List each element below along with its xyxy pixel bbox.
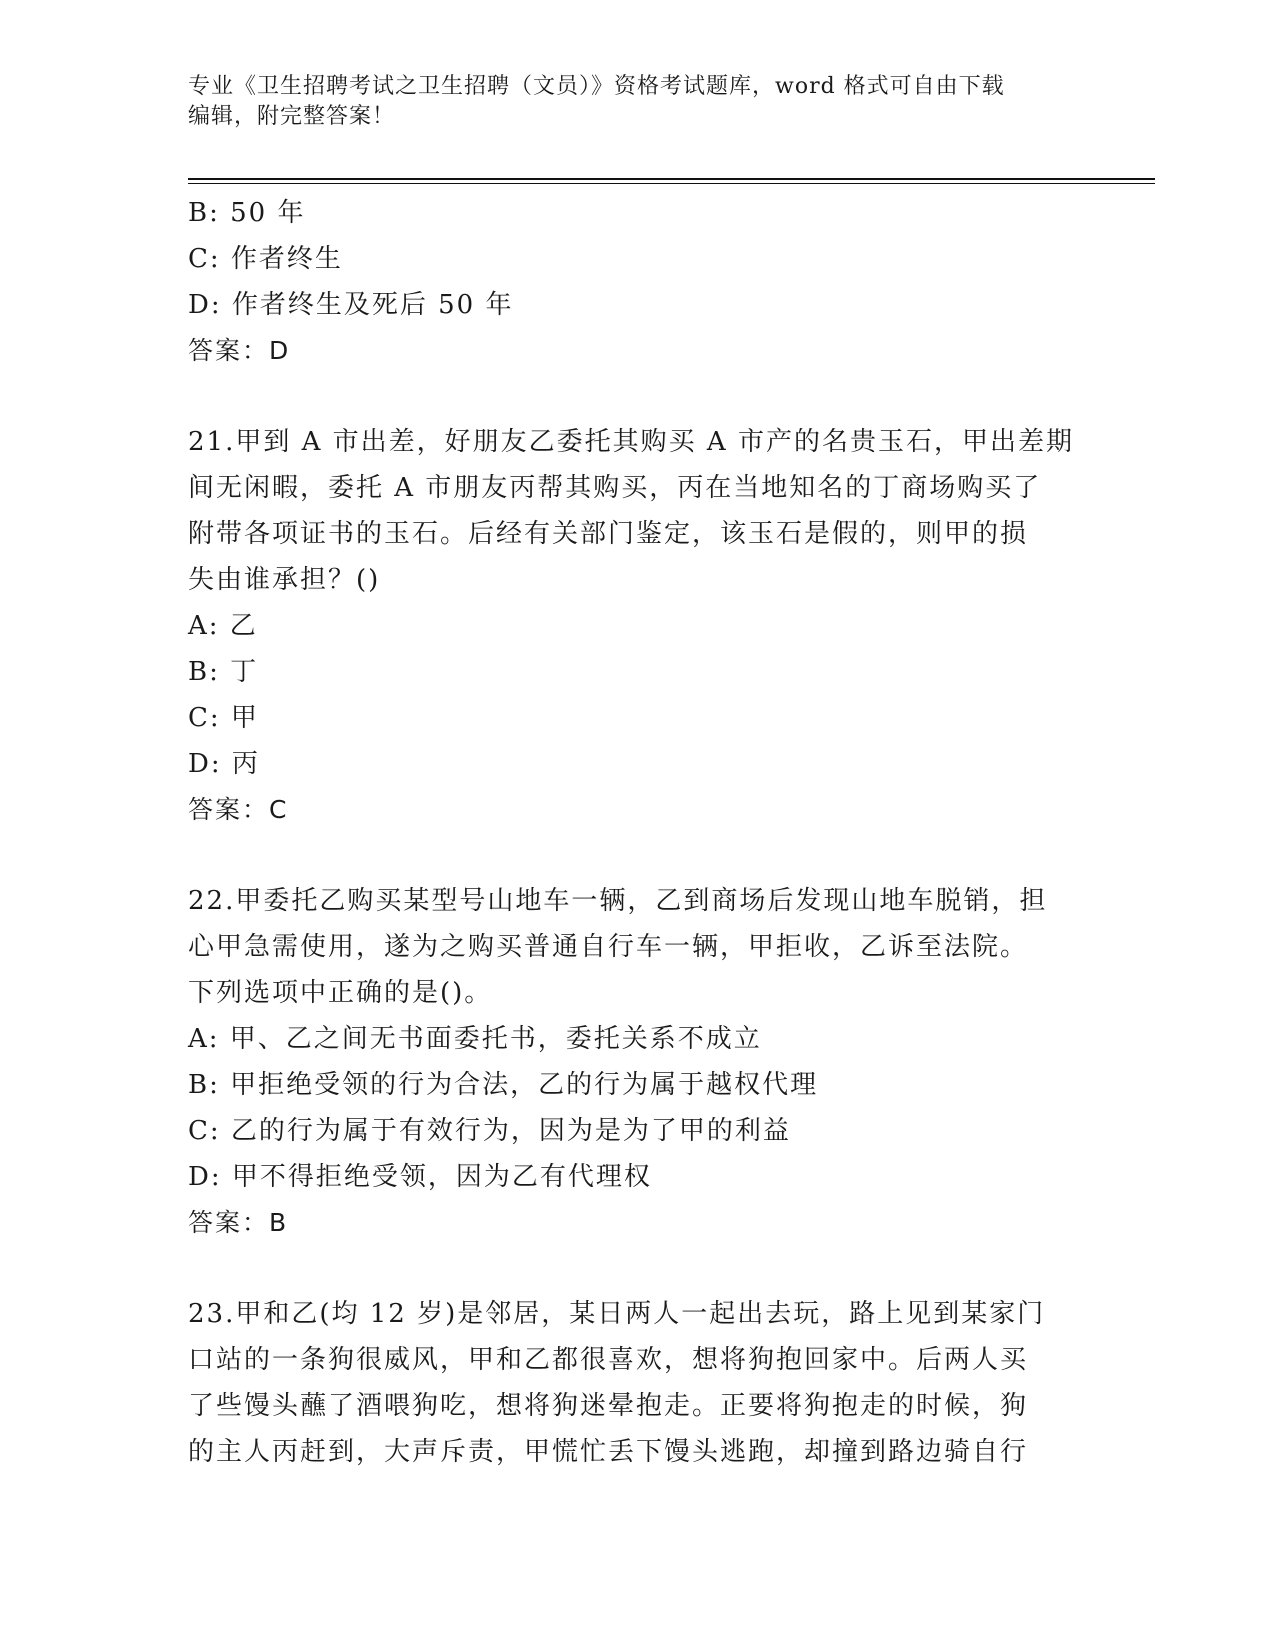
option-a: A: 甲、乙之间无书面委托书，委托关系不成立 [188,1024,762,1054]
option-c: C: 乙的行为属于有效行为，因为是为了甲的利益 [188,1116,791,1146]
option-d: D: 作者终生及死后 50 年 [188,290,514,320]
prev-question-block [188,190,1088,374]
question-text-line: 了些馒头蘸了酒喂狗吃，想将狗迷晕抱走。正要将狗抱走的时候，狗 [188,1391,1029,1421]
question-text-line: 心甲急需使用，遂为之购买普通自行车一辆，甲拒收，乙诉至法院。 [188,932,1029,962]
question-text-line: 下列选项中正确的是()。 [188,978,493,1008]
option-d: D: 甲不得拒绝受领，因为乙有代理权 [188,1162,652,1192]
question-22 [188,878,1088,1246]
question-text-line: 21.甲到 A 市出差，好朋友乙委托其购买 A 市产的名贵玉石，甲出差期 [188,427,1074,457]
question-text-line: 间无闲暇，委托 A 市朋友丙帮其购买，丙在当地知名的丁商场购买了 [188,473,1042,503]
answer: 答案：B [188,1208,289,1237]
answer: 答案：C [188,795,289,824]
header-line-1: 专业《卫生招聘考试之卫生招聘（文员）》资格考试题库，word 格式可自由下载 [188,74,1005,99]
option-a: A: 乙 [188,611,258,641]
document-header [188,72,1088,132]
document-body [188,190,1088,1475]
question-23 [188,1291,1088,1475]
option-c: C: 作者终生 [188,244,343,274]
header-divider-thin [188,183,1155,184]
question-text-line: 22.甲委托乙购买某型号山地车一辆，乙到商场后发现山地车脱销，担 [188,886,1048,916]
option-c: C: 甲 [188,703,259,733]
question-text-line: 口站的一条狗很威风，甲和乙都很喜欢，想将狗抱回家中。后两人买 [188,1345,1029,1375]
question-text-line: 附带各项证书的玉石。后经有关部门鉴定，该玉石是假的，则甲的损 [188,519,1029,549]
question-text-line: 的主人丙赶到，大声斥责，甲慌忙丢下馒头逃跑，却撞到路边骑自行 [188,1437,1029,1467]
answer: 答案：D [188,336,291,365]
header-line-2: 编辑，附完整答案！ [188,104,396,129]
option-d: D: 丙 [188,749,260,779]
option-b: B: 甲拒绝受领的行为合法，乙的行为属于越权代理 [188,1070,819,1100]
question-21 [188,419,1088,833]
option-b: B: 50 年 [188,198,306,228]
option-b: B: 丁 [188,657,259,687]
header-divider-thick [188,178,1155,180]
question-text-line: 失由谁承担？() [188,565,381,595]
question-text-line: 23.甲和乙(均 12 岁)是邻居，某日两人一起出去玩，路上见到某家门 [188,1299,1046,1329]
